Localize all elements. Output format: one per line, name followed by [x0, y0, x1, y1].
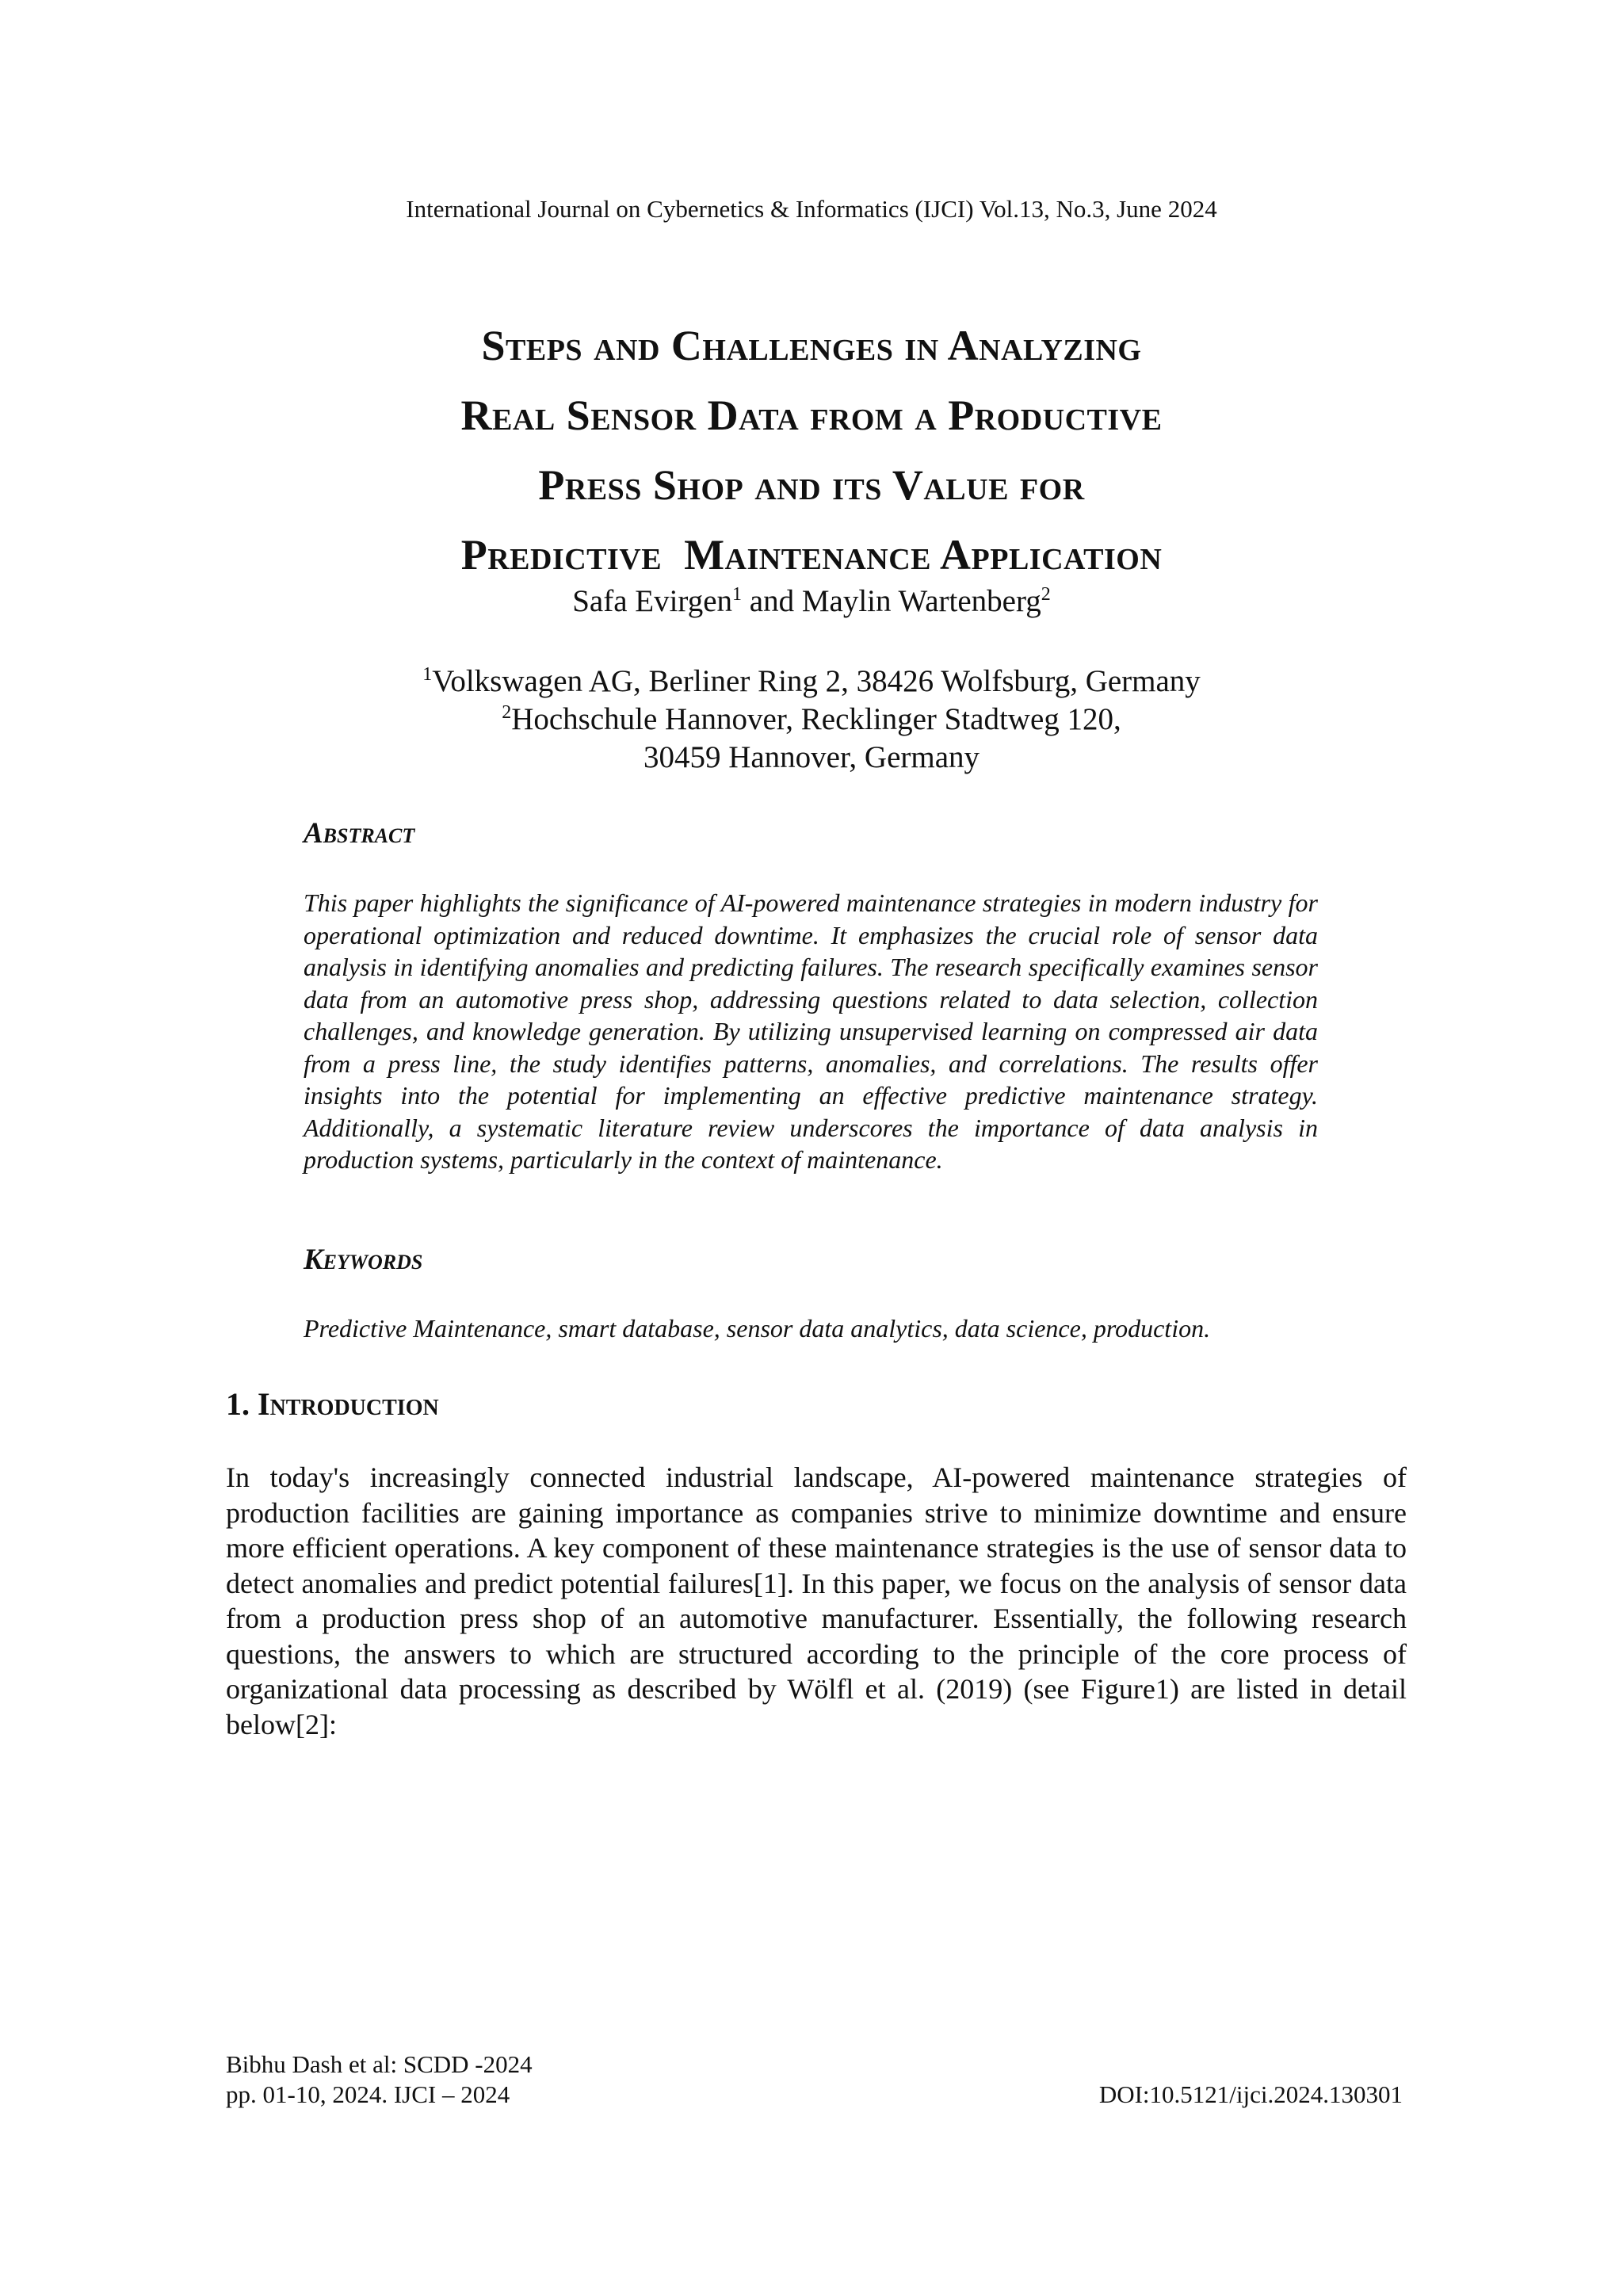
affiliations [0, 663, 1623, 777]
keywords-heading: Keywords [304, 1244, 423, 1276]
author-connector: and [742, 584, 802, 618]
affiliation-marker: 1 [422, 664, 433, 685]
affiliation-marker: 2 [502, 702, 512, 723]
paper-title [0, 311, 1623, 590]
footer-line: pp. 01-10, 2024. IJCI – 2024 [226, 2080, 510, 2108]
author-affiliation-marker: 1 [732, 584, 743, 605]
affiliation-2-continued: 30459 Hannover, Germany [643, 740, 980, 774]
footer-citation [226, 2050, 533, 2110]
authors [0, 583, 1623, 619]
affiliation-2 [0, 701, 1623, 739]
introduction-heading: 1. Introduction [226, 1386, 439, 1422]
footer-doi: DOI:10.5121/ijci.2024.130301 [1098, 2080, 1403, 2108]
title-line: Predictive Maintenance Application [460, 531, 1163, 579]
journal-header: International Journal on Cybernetics & Informatics (IJCI) Vol.13, No.3, June 2024 [406, 195, 1217, 223]
keywords-text: Predictive Maintenance, smart database, sensor data analytics, data science, production. [304, 1314, 1211, 1343]
author-affiliation-marker: 2 [1041, 584, 1051, 605]
author-name: Maylin Wartenberg [801, 584, 1041, 618]
author-name: Safa Evirgen [572, 584, 733, 618]
title-line: Steps and Challenges in Analyzing [481, 322, 1142, 369]
affiliation-1 [0, 663, 1623, 701]
abstract-text: This paper highlights the significance of AI-powered maintenance strategies in modern industry for operational optimization and reduced downtime. It emphasizes the crucial role of sensor data analysis in identifying anomalies and predicting failures. The research specifically examines sensor data from an automotive press shop, addressing questions related to data selection, collection challenges, and knowledge generation. By utilizing unsupervised learning on compressed air data from a press line, the study identifies patterns, anomalies, and correlations. The results offer insights into the potential for implementing an effective predictive maintenance strategy. Additionally, a systematic literature review underscores the importance of data analysis in production systems, particularly in the context of maintenance. [304, 888, 1318, 1174]
affiliation-text: Volkswagen AG, Berliner Ring 2, 38426 Wolfsburg, Germany [432, 664, 1201, 698]
title-line: Real Sensor Data from a Productive [460, 392, 1163, 439]
introduction-text: In today's increasingly connected industrial landscape, AI-powered maintenance strategies of production facilities are gaining importance as companies strive to minimize downtime and ensure more efficient operations. A key component of these maintenance strategies is the use of sensor data to detect anomalies and predict potential failures[1]. In this paper, we focus on the analysis of sensor data from a production press shop of an automotive manufacturer. Essentially, the following research questions, the answers to which are structured according to the principle of the core process of organizational data processing as described by Wölfl et al. (2019) (see Figure1) are listed in detail below[2]: [226, 1461, 1407, 1740]
abstract-heading: Abstract [304, 817, 415, 850]
footer-line: Bibhu Dash et al: SCDD -2024 [226, 2050, 533, 2078]
affiliation-text: Hochschule Hannover, Recklinger Stadtweg 120, [511, 702, 1121, 736]
title-line: Press Shop and its Value for [538, 461, 1085, 509]
